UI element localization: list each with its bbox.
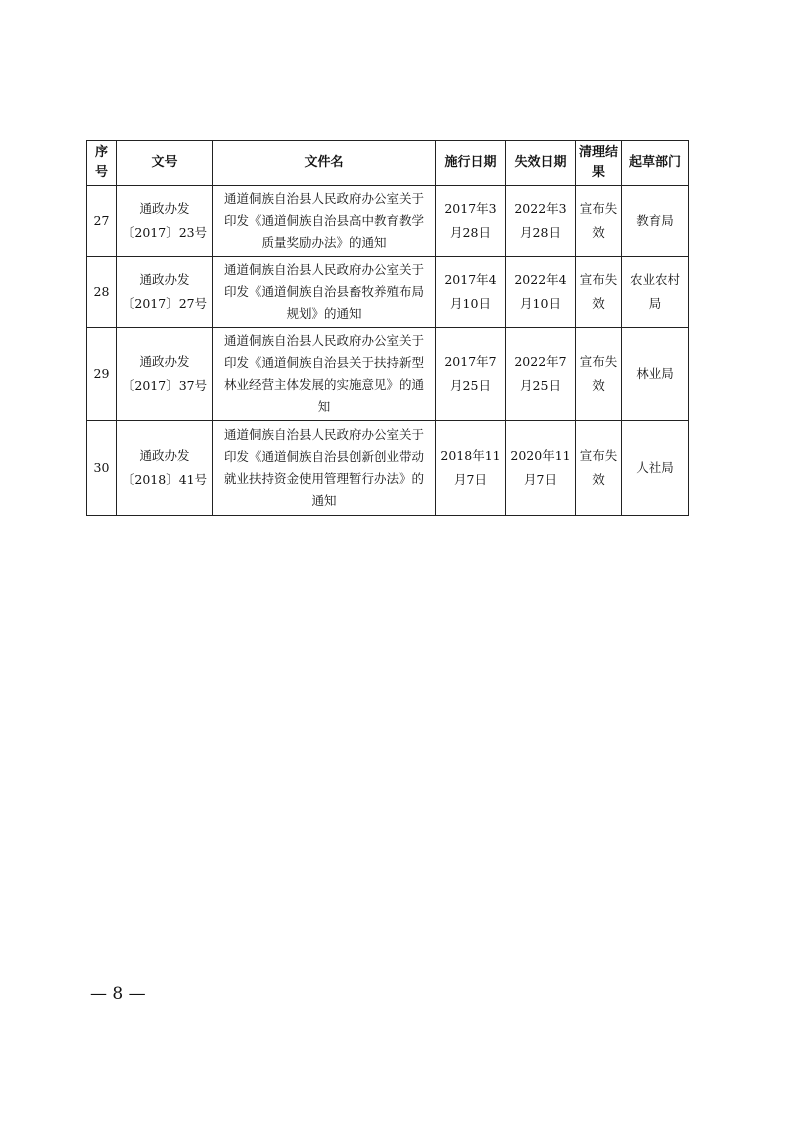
- table-row: [87, 421, 689, 516]
- row-title: 通道侗族自治县人民政府办公室关于印发《通道侗族自治县关于扶持新型林业经营主体发展的实施意见》的通知: [213, 328, 436, 421]
- header-cell-expiry-date: 失效日期: [506, 141, 576, 186]
- row-index: 27: [87, 186, 117, 257]
- row-title: 通道侗族自治县人民政府办公室关于印发《通道侗族自治县畜牧养殖布局规划》的通知: [213, 257, 436, 328]
- row-effective-date: 2017年4月10日: [436, 257, 506, 328]
- row-title: 通道侗族自治县人民政府办公室关于印发《通道侗族自治县创新创业带动就业扶持资金使用管理暂行办法》的通知: [213, 421, 436, 516]
- row-department: 林业局: [622, 328, 689, 421]
- row-doc-no: 通政办发〔2018〕41号: [117, 421, 213, 516]
- row-department: 农业农村局: [622, 257, 689, 328]
- document-table: [86, 140, 689, 516]
- header-cell-effective-date: 施行日期: [436, 141, 506, 186]
- row-index: 29: [87, 328, 117, 421]
- row-result: 宣布失效: [576, 328, 622, 421]
- table-row: [87, 328, 689, 421]
- row-department: 教育局: [622, 186, 689, 257]
- row-department: 人社局: [622, 421, 689, 516]
- row-result: 宣布失效: [576, 421, 622, 516]
- row-expiry-date: 2022年7月25日: [506, 328, 576, 421]
- header-cell-doc-no: 文号: [117, 141, 213, 186]
- row-doc-no: 通政办发〔2017〕27号: [117, 257, 213, 328]
- row-effective-date: 2018年11月7日: [436, 421, 506, 516]
- table-row: [87, 186, 689, 257]
- row-effective-date: 2017年7月25日: [436, 328, 506, 421]
- page-number: — 8 —: [90, 984, 146, 1004]
- header-cell-department: 起草部门: [622, 141, 689, 186]
- table-header-row: [87, 141, 689, 186]
- row-expiry-date: 2022年3月28日: [506, 186, 576, 257]
- row-expiry-date: 2022年4月10日: [506, 257, 576, 328]
- row-title: 通道侗族自治县人民政府办公室关于印发《通道侗族自治县高中教育教学质量奖励办法》的通知: [213, 186, 436, 257]
- header-cell-index: 序号: [87, 141, 117, 186]
- table-row: [87, 257, 689, 328]
- row-index: 28: [87, 257, 117, 328]
- row-result: 宣布失效: [576, 257, 622, 328]
- row-doc-no: 通政办发〔2017〕37号: [117, 328, 213, 421]
- row-index: 30: [87, 421, 117, 516]
- header-cell-title: 文件名: [213, 141, 436, 186]
- row-expiry-date: 2020年11月7日: [506, 421, 576, 516]
- row-doc-no: 通政办发〔2017〕23号: [117, 186, 213, 257]
- row-result: 宣布失效: [576, 186, 622, 257]
- row-effective-date: 2017年3月28日: [436, 186, 506, 257]
- header-cell-result: 清理结果: [576, 141, 622, 186]
